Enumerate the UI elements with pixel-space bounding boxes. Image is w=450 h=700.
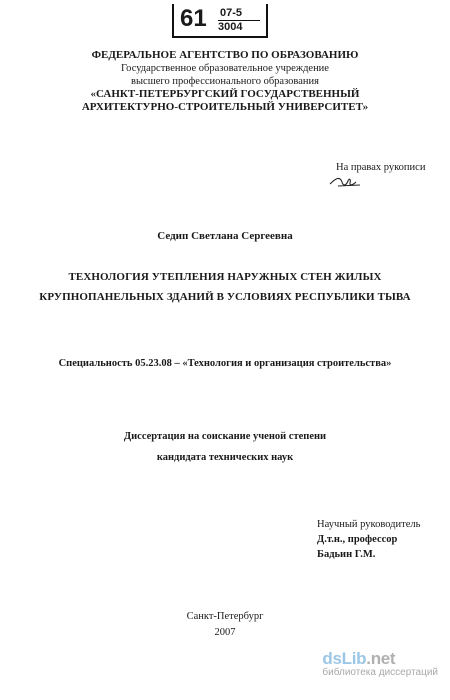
watermark-brand [322, 649, 438, 669]
specialty-line: Специальность 05.23.08 – «Технология и организация строительства» [58, 358, 392, 369]
stamp-bottom-code: 3004 [218, 21, 243, 33]
watermark-brand-net: .net [366, 649, 396, 668]
supervisor-label: Научный руководитель [317, 519, 421, 530]
university-name-line2: АРХИТЕКТУРНО-СТРОИТЕЛЬНЫЙ УНИВЕРСИТЕТ» [81, 101, 369, 113]
supervisor-name: Бадьин Г.М. [317, 549, 376, 560]
city: Санкт-Петербург [186, 611, 264, 622]
degree-statement-line1: Диссертация на соискание ученой степени [123, 431, 327, 442]
author-name: Седип Светлана Сергеевна [157, 230, 293, 242]
dissertation-title-line1: ТЕХНОЛОГИЯ УТЕПЛЕНИЯ НАРУЖНЫХ СТЕН ЖИЛЫХ [68, 271, 382, 283]
institution-type: Государственное образовательное учреждение [121, 63, 329, 74]
agency-heading: ФЕДЕРАЛЬНОЕ АГЕНТСТВО ПО ОБРАЗОВАНИЮ [91, 49, 359, 61]
signature-mark [328, 174, 368, 190]
education-level: высшего профессионального образования [131, 76, 319, 87]
catalog-stamp [172, 4, 268, 38]
supervisor-degree: Д.т.н., профессор [317, 534, 398, 545]
watermark-subtitle: библиотека диссертаций [322, 667, 438, 678]
degree-statement-line2: кандидата технических наук [156, 452, 294, 463]
dissertation-title-line2: КРУПНОПАНЕЛЬНЫХ ЗДАНИЙ В УСЛОВИЯХ РЕСПУБЛИКИ ТЫВА [39, 291, 411, 303]
year: 2007 [214, 627, 236, 638]
stamp-number: 61 [180, 5, 207, 32]
manuscript-rights-note: На правах рукописи [336, 162, 426, 173]
university-name-line1: «САНКТ-ПЕТЕРБУРГСКИЙ ГОСУДАРСТВЕННЫЙ [90, 88, 360, 100]
stamp-top-code: 07-5 [220, 7, 243, 19]
site-watermark [322, 649, 438, 678]
watermark-brand-ds: dsLib [322, 649, 367, 668]
